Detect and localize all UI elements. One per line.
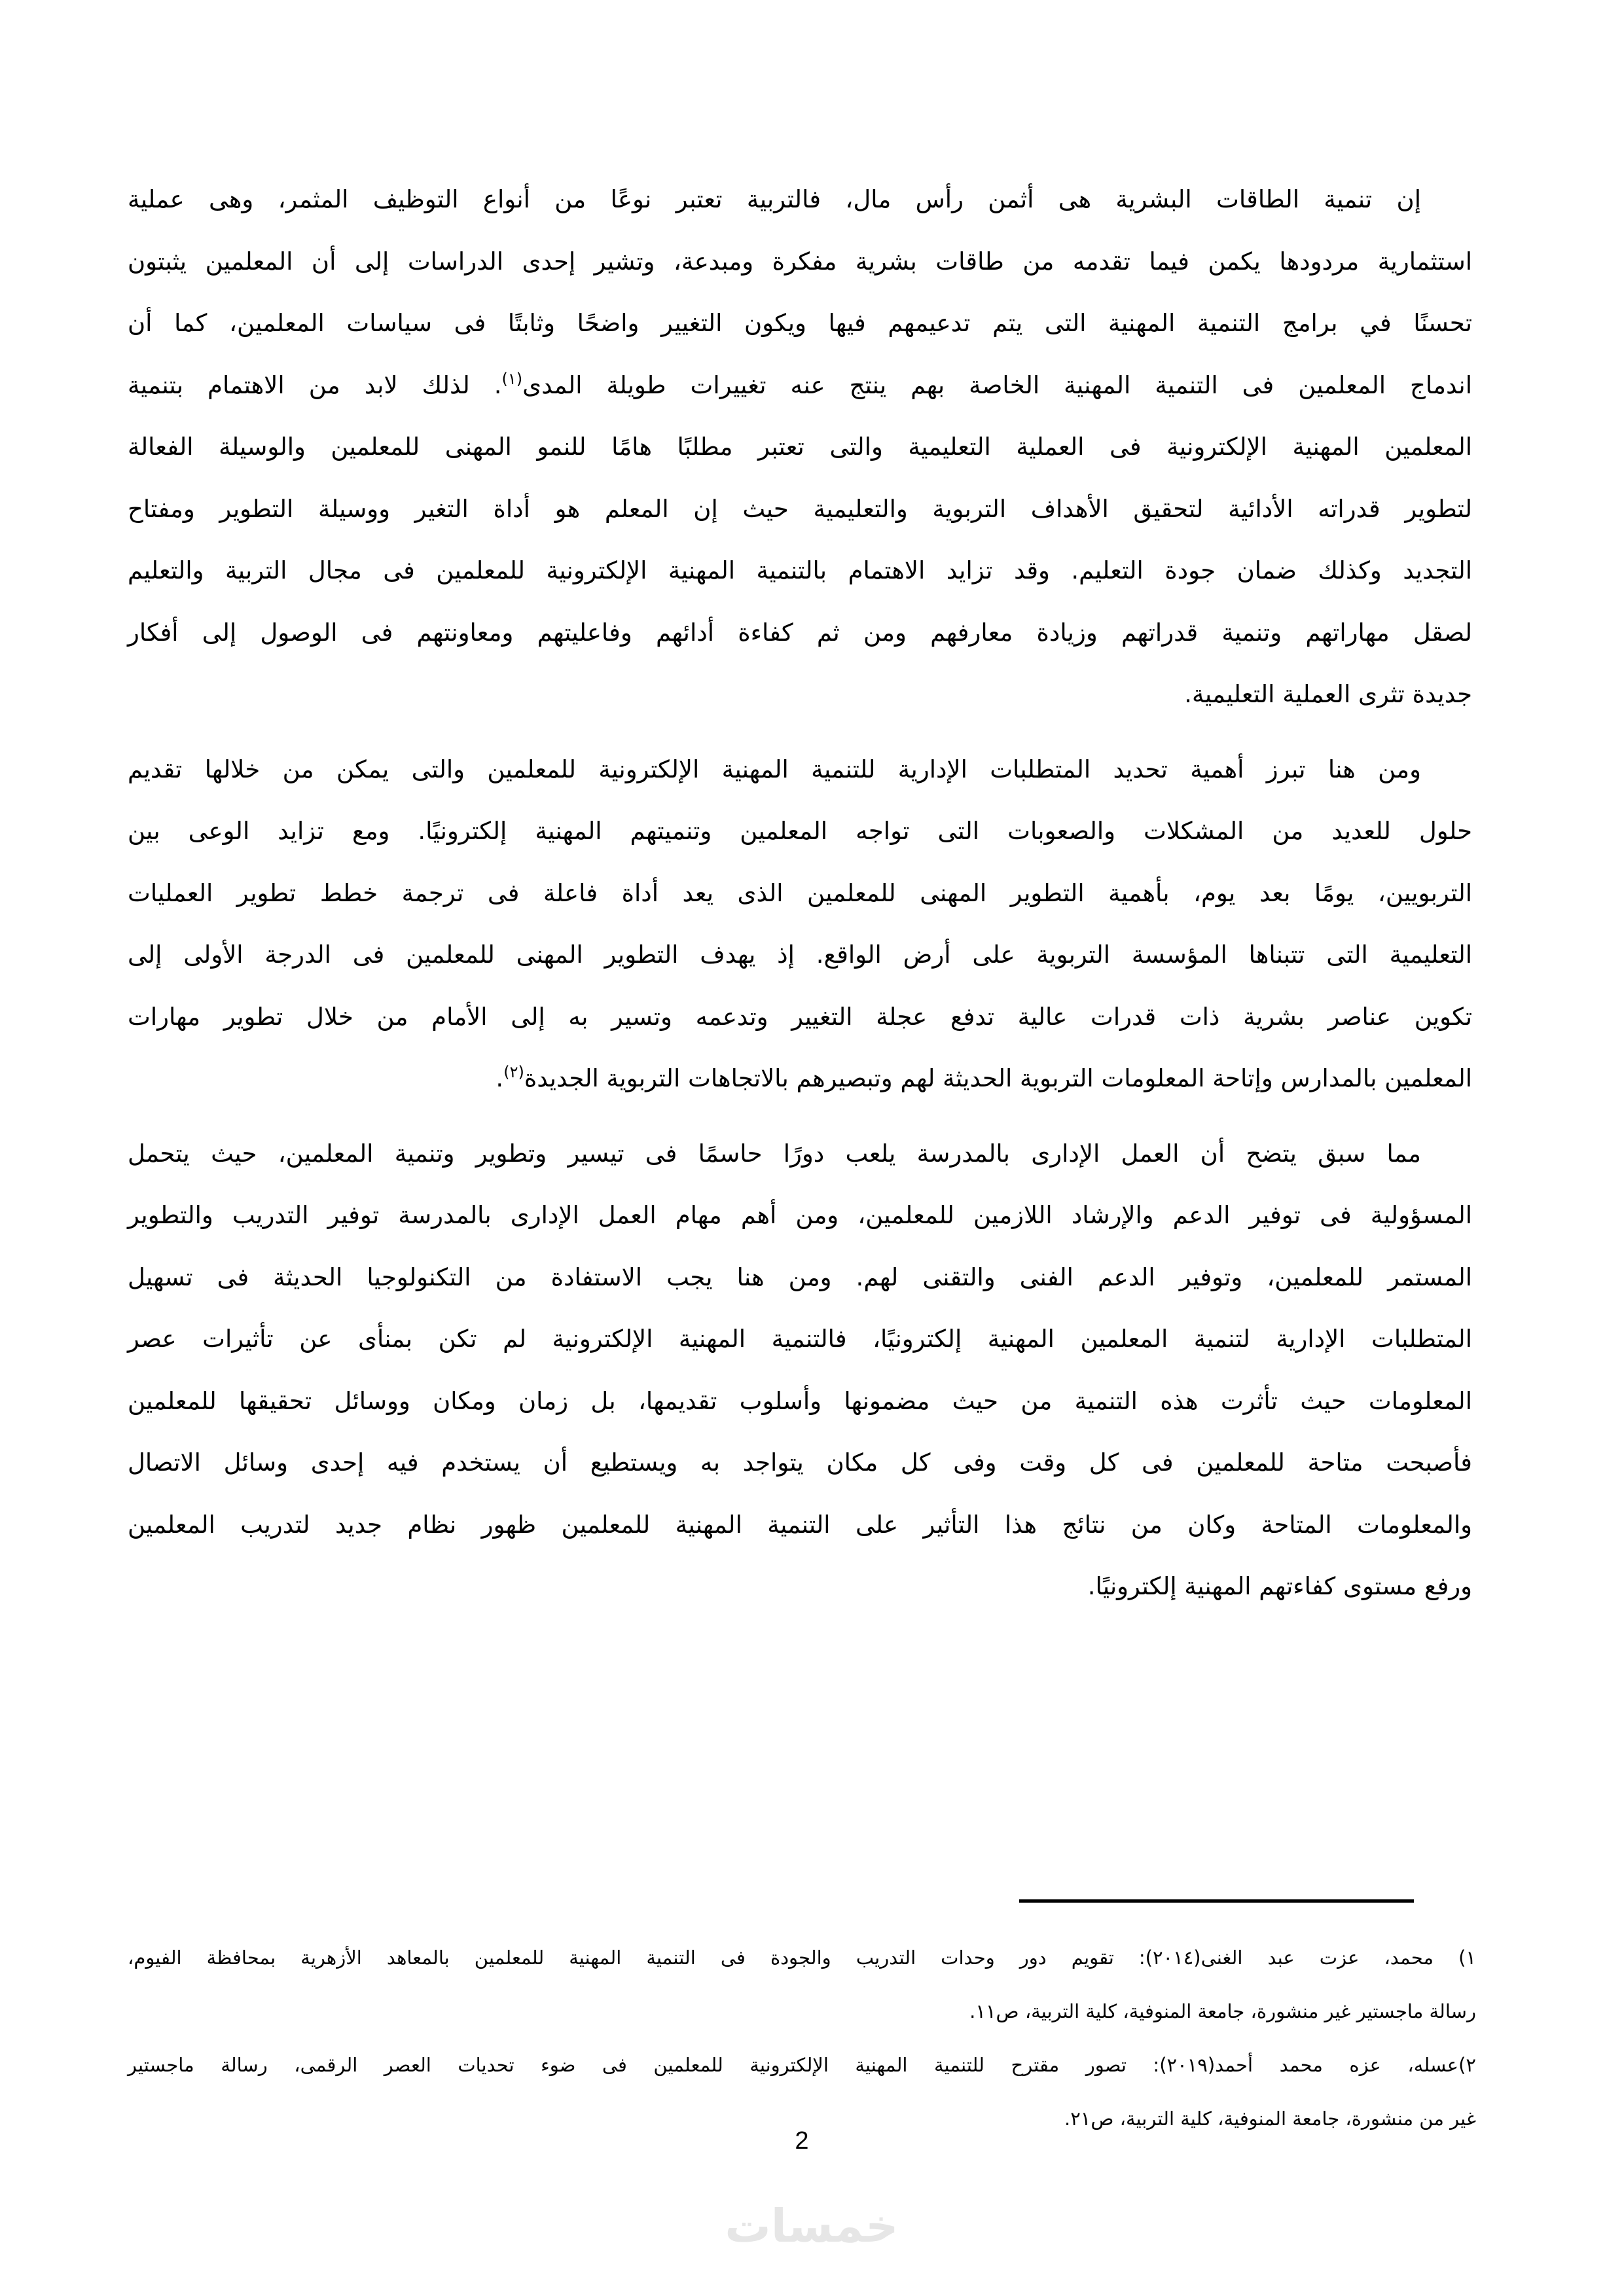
footnote-ref-1[interactable]: (١) [501, 369, 523, 388]
text-line: حلول للعديد من المشكلات والصعوبات التى تواجه المعلمين وتنميتهم المهنية إلكترونيًا. ومع تزايد الوعى بين [128, 817, 1472, 845]
text-line: المستمر للمعلمين، وتوفير الدعم الفنى والتقنى لهم. ومن هنا يجب الاستفادة من التكنولوجيا الحديثة فى تسهيل [128, 1263, 1472, 1291]
text-line-with-footnote [128, 1048, 1472, 1110]
text-line: ورفع مستوى كفاءتهم المهنية إلكترونيًا. [1087, 1572, 1472, 1600]
text-line: مما سبق يتضح أن العمل الإدارى بالمدرسة يلعب دورًا حاسمًا فى تيسير وتطوير وتنمية المعلمين، حيث يتحمل [128, 1139, 1421, 1168]
paragraph-3 [128, 1123, 1472, 1618]
text-line: والمعلومات المتاحة وكان من نتائج هذا التأثير على التنمية المهنية للمعلمين ظهور نظام جديد لتدريب المعلمين [128, 1510, 1472, 1539]
paragraph-2 [128, 739, 1472, 1110]
text-line: إن تنمية الطاقات البشرية هى أثمن رأس مال، فالتربية تعتبر نوعًا من أنواع التوظيف المثمر، وهى عملية [128, 185, 1421, 213]
text-line: تكوين عناصر بشرية ذات قدرات عالية تدفع عجلة التغيير وتدعمه وتسير به إلى الأمام من خلال تطوير مهارات [128, 1002, 1472, 1031]
text-line: تحسنًا في برامج التنمية المهنية التى يتم تدعيمهم فيها ويكون التغيير واضحًا وثابتًا فى سياسات المعلمين، كما أن [128, 309, 1472, 337]
text-line: ومن هنا تبرز أهمية تحديد المتطلبات الإدارية للتنمية المهنية الإلكترونية للمعلمين والتى يمكن من خلالها تقديم [128, 755, 1421, 783]
text-line: التربويين، يومًا بعد يوم، بأهمية التطوير المهنى للمعلمين الذى يعد أداة فاعلة فى ترجمة خطط تطوير العمليات [128, 878, 1472, 907]
text-line: التجديد وكذلك ضمان جودة التعليم. وقد تزايد الاهتمام بالتنمية المهنية الإلكترونية للمعلمين فى مجال التربية والتعليم [128, 556, 1472, 584]
text-line-with-footnote [128, 355, 1472, 417]
text-segment: . لذلك لابد من الاهتمام بتنمية [128, 370, 502, 399]
footnote-line: ١) محمد، عزت عبد الغنى(٢٠١٤): تقويم دور وحدات التدريب والجودة فى التنمية المهنية للمعلمين بالمعاهد الأزهرية بمحافظة الفيوم، [128, 1946, 1476, 1969]
text-line: جديدة تثرى العملية التعليمية. [1184, 680, 1472, 708]
text-segment: . [496, 1064, 504, 1092]
watermark-logo: خمسات [725, 2199, 899, 2253]
footnote-separator [1019, 1899, 1414, 1903]
footnote-line: ٢)عسله، عزه محمد أحمد(٢٠١٩): تصور مقترح للتنمية المهنية الإلكترونية للمعلمين فى ضوء تحديات العصر الرقمى، رسالة ماجستير [128, 2054, 1476, 2076]
text-line: المعلومات حيث تأثرت هذه التنمية من حيث مضمونها وأسلوب تقديمها، بل زمان ومكان ووسائل تحقيقها للمعلمين [128, 1386, 1472, 1415]
footnote-ref-2[interactable]: (٢) [503, 1063, 524, 1081]
footnotes [128, 1931, 1476, 2145]
text-line: لتطوير قدراته الأدائية لتحقيق الأهداف التربوية والتعليمية حيث إن المعلم هو أداة التغير ووسيلة التطوير ومفتاح [128, 494, 1472, 523]
paragraph-1 [128, 169, 1472, 726]
text-line: استثمارية مردودها يكمن فيما تقدمه من طاقات بشرية مفكرة ومبدعة، وتشير إحدى الدراسات إلى أن المعلمين يثبتون [128, 247, 1472, 276]
footnote-1 [128, 1931, 1476, 2038]
footnote-line: رسالة ماجستير غير منشورة، جامعة المنوفية، كلية التربية، ص١١. [969, 2000, 1476, 2022]
text-line: فأصبحت متاحة للمعلمين فى كل وقت وفى كل مكان يتواجد به ويستطيع أن يستخدم فيه إحدى وسائل الاتصال [128, 1448, 1472, 1477]
footnote-line: غير من منشورة، جامعة المنوفية، كلية التربية، ص٢١. [1064, 2108, 1476, 2130]
page-number: 2 [795, 2127, 809, 2155]
text-segment: اندماج المعلمين فى التنمية المهنية الخاصة بهم ينتج عنه تغييرات طويلة المدى [522, 370, 1472, 399]
text-line: التعليمية التى تتبناها المؤسسة التربوية على أرض الواقع. إذ يهدف التطوير المهنى للمعلمين فى الدرجة الأولى إلى [128, 941, 1472, 969]
text-line: المسؤولية فى توفير الدعم والإرشاد اللازمين للمعلمين، ومن أهم مهام العمل الإدارى بالمدرسة توفير التدريب والتطوير [128, 1201, 1472, 1229]
text-line: المتطلبات الإدارية لتنمية المعلمين المهنية إلكترونيًا، فالتنمية المهنية الإلكترونية لم تكن بمنأى عن تأثيرات عصر [128, 1325, 1472, 1353]
text-line: لصقل مهاراتهم وتنمية قدراتهم وزيادة معارفهم ومن ثم كفاءة أدائهم وفاعليتهم ومعاونتهم فى الوصول إلى أفكار [128, 618, 1472, 647]
text-segment: المعلمين بالمدارس وإتاحة المعلومات التربوية الحديثة لهم وتبصيرهم بالاتجاهات التربوية الجديدة [524, 1064, 1472, 1092]
body-text [128, 169, 1472, 1631]
text-line: المعلمين المهنية الإلكترونية فى العملية التعليمية والتى تعتبر مطلبًا هامًا للنمو المهنى للمعلمين والوسيلة الفعالة [128, 433, 1472, 461]
